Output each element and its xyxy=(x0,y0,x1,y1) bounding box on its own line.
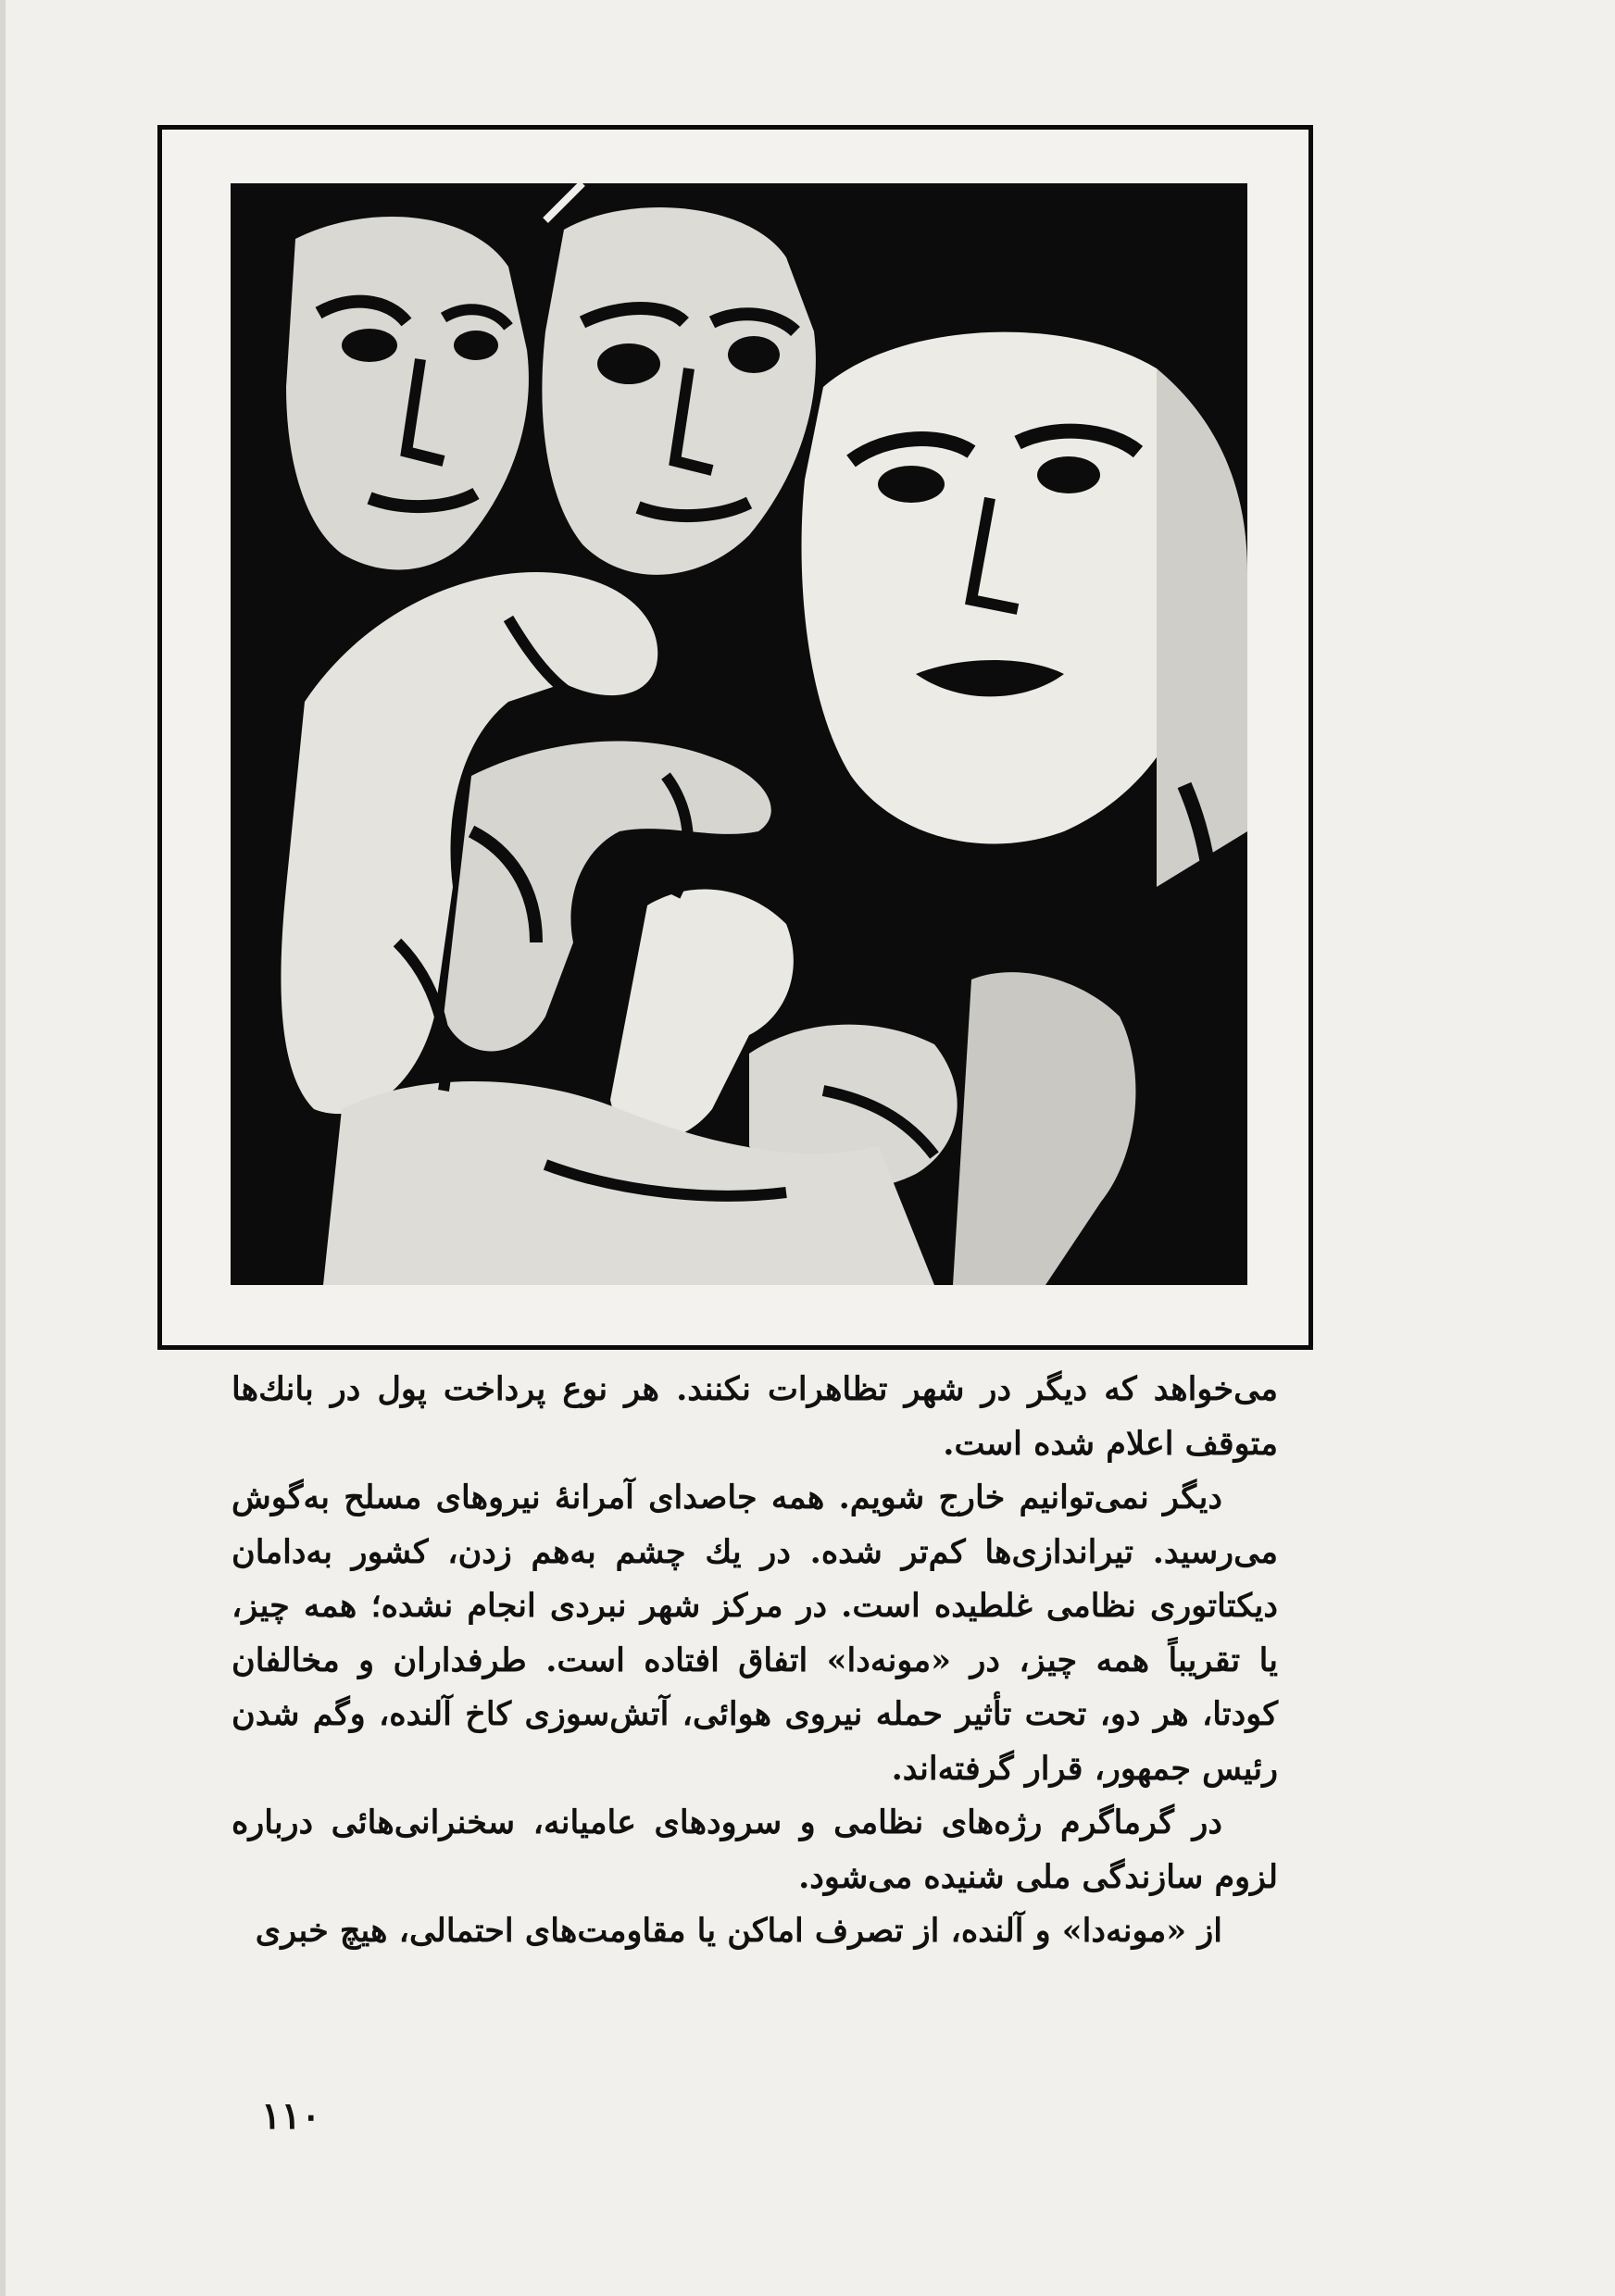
paragraph-3: در گرماگرم رژه‌های نظامی و سرودهای عامیانه، سخنرانی‌هائی درباره لزوم سازندگی ملی شنیده می‌شود. xyxy=(232,1803,1278,1896)
paragraph-4: از «مونه‌دا» و آلنده، از تصرف اماکن یا مقاومت‌های احتمالی، هیچ خبری xyxy=(255,1912,1222,1950)
page-number: ۱۱۰ xyxy=(261,2094,321,2138)
faces-illustration-art xyxy=(231,183,1247,1285)
illustration-frame xyxy=(157,125,1313,1350)
paragraph-1: می‌خواهد که دیگر در شهر تظاهرات نکنند. هر نوع پرداخت پول در بانك‌ها متوقف اعلام شده است. xyxy=(232,1370,1278,1463)
paragraph-2: دیگر نمی‌توانیم خارج شویم. همه جاصدای آمرانهٔ نیروهای مسلح به‌گوش می‌رسید. تیراندازی‌ها کم‌تر شده. در یك چشم به‌هم زدن، کشور به‌دامان دیکتاتوری نظامی غلطیده است. در مرکز شهر نبردی انجام نشده؛ همه چیز، یا تقریباً همه چیز، در «مونه‌دا» اتفاق افتاده است. طرفداران و مخالفان کودتا، هر دو، تحت تأثیر حمله نیروی هوائی، آتش‌سوزی کاخ آلنده، وگم شدن رئیس جمهور، قرار گرفته‌اند. xyxy=(232,1479,1278,1788)
faces-illustration xyxy=(231,183,1247,1285)
body-text xyxy=(232,1363,1278,1959)
